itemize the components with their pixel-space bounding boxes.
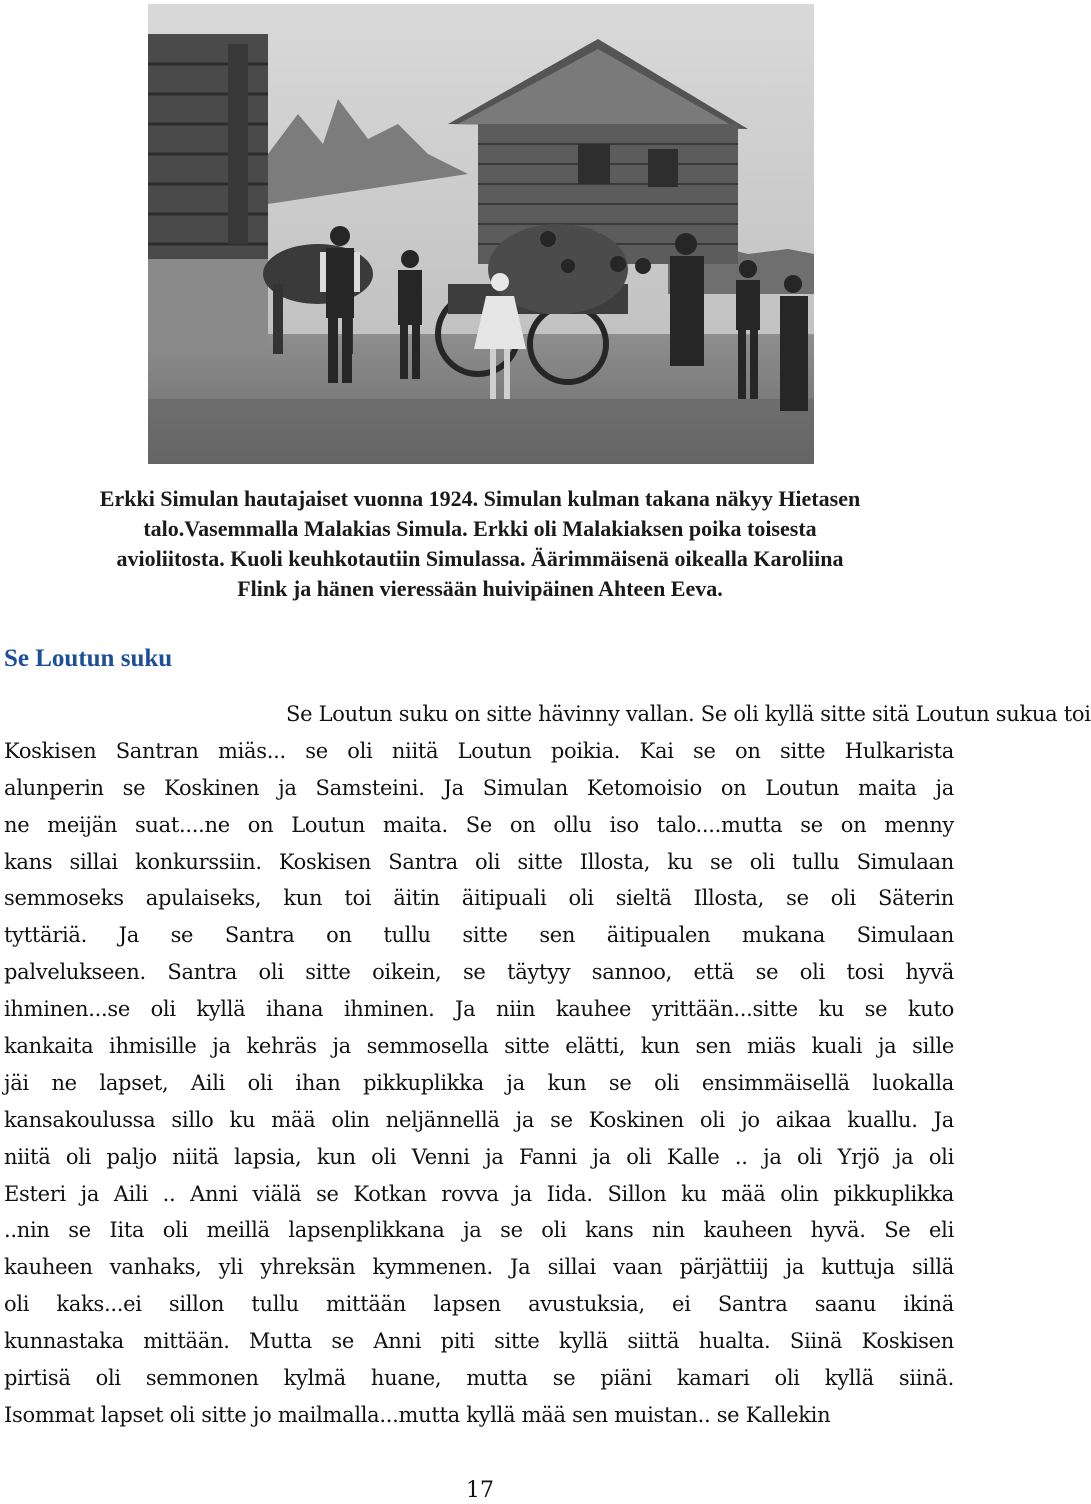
paragraph-line: ihminen...se oli kyllä ihana ihminen. Ja niin kauhee yrittään...sitte ku se kuto (4, 997, 954, 1022)
section-heading: Se Loutun suku (4, 645, 173, 672)
caption-line: Erkki Simulan hautajaiset vuonna 1924. Simulan kulman takana näkyy Hietasen (99, 486, 861, 511)
paragraph-line: niitä oli paljo niitä lapsia, kun oli Venni ja Fanni ja oli Kalle .. ja oli Yrjö ja oli (4, 1144, 954, 1169)
paragraph-line: pirtisä oli semmonen kylmä huane, mutta se piäni kamari oli kyllä siinä. (4, 1366, 954, 1391)
page-number: 17 (466, 1478, 494, 1503)
paragraph-line: Esteri ja Aili .. Anni viälä se Kotkan rovva ja Iida. Sillon ku mää olin pikkuplikka (4, 1181, 954, 1206)
paragraph-line: palvelukseen. Santra oli sitte oikein, se täytyy sannoo, että se oli tosi hyvä (4, 960, 954, 985)
paragraph-line: Koskisen Santran miäs... se oli niitä Loutun poikia. Kai se on sitte Hulkarista (4, 738, 954, 763)
paragraph-line: kansakoulussa sillo ku mää olin neljännellä ja se Koskinen oli jo aikaa kuallu. Ja (4, 1107, 954, 1132)
paragraph-line: ne meijän suat....ne on Loutun maita. Se on ollu iso talo....mutta se on menny (4, 812, 954, 837)
paragraph-line: Isommat lapset oli sitte jo mailmalla...mutta kyllä mää sen muistan.. se Kallekin (4, 1402, 831, 1427)
caption-line: Flink ja hänen vieressään huivipäinen Ahteen Eeva. (237, 576, 723, 601)
paragraph-line: ..nin se Iita oli meillä lapsenplikkana ja se oli kans nin kauheen hyvä. Se eli (4, 1218, 954, 1243)
paragraph-line: tyttäriä. Ja se Santra on tullu sitte sen äitipualen mukana Simulaan (4, 923, 954, 948)
body-paragraph (4, 696, 1091, 1434)
paragraph-line: kunnastaka mittään. Mutta se Anni piti sitte kyllä siittä hualta. Siinä Koskisen (4, 1329, 954, 1354)
paragraph-line: oli kaks...ei sillon tullu mittään lapsen avustuksia, ei Santra saanu ikinä (4, 1292, 954, 1317)
caption-line: avioliitosta. Kuoli keuhkotautiin Simulassa. Äärimmäisenä oikealla Karoliina (116, 546, 844, 571)
paragraph-line: Se Loutun suku on sitte hävinny vallan. Se oli kyllä sitte sitä Loutun sukua toi (286, 702, 1091, 726)
paragraph-line: kauheen vanhaks, yli yhreksän kymmenen. Ja sillai vaan pärjättiij ja kuttuja sillä (4, 1255, 954, 1280)
paragraph-line: kans sillai konkurssiin. Koskisen Santra oli sitte Illosta, ku se oli tullu Simulaan (4, 849, 954, 874)
historical-photograph (148, 4, 814, 464)
paragraph-line: kankaita ihmisille ja kehräs ja semmosella sitte elätti, kun sen miäs kuali ja sille (4, 1034, 954, 1059)
photo-caption (10, 484, 950, 604)
paragraph-line: jäi ne lapset, Aili oli ihan pikkuplikka ja kun se oli ensimmäisellä luokalla (4, 1070, 954, 1095)
paragraph-line: semmoseks apulaiseks, kun toi äitin äitipuali oli sieltä Illosta, se oli Säterin (4, 886, 954, 911)
caption-line: talo.Vasemmalla Malakias Simula. Erkki oli Malakiaksen poika toisesta (143, 516, 817, 541)
photo-illustration (148, 4, 814, 464)
paragraph-line: alunperin se Koskinen ja Samsteini. Ja Simulan Ketomoisio on Loutun maita ja (4, 775, 954, 800)
